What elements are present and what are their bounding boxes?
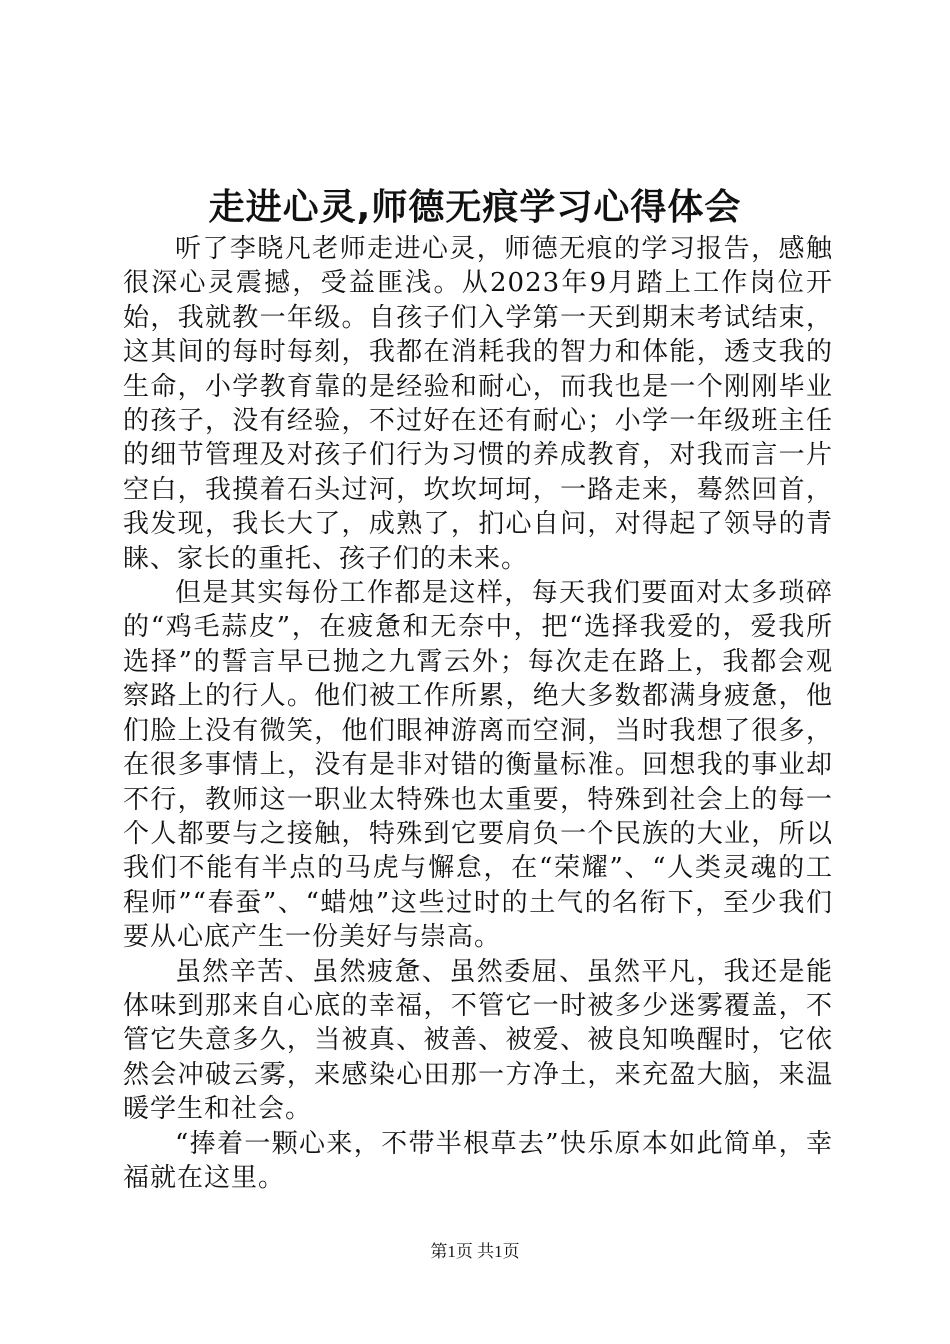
document-title: 走进心灵,师德无痕学习心得体会 <box>208 187 742 228</box>
paragraph-2: 但是其实每份工作都是这样，每天我们要面对太多琐碎的“鸡毛蒜皮”，在疲惫和无奈中，把“选择我爱的，爱我所选择”的誓言早已抛之九霄云外；每次走在路上，我都会观察路上的行人。他们被工作所累，绝大多数都满身疲惫，他们脸上没有微笑，他们眼神游离而空洞，当时我想了很多，在很多事情上，没有是非对错的衡量标准。回想我的事业却不行，教师这一职业太特殊也太重要，特殊到社会上的每一个人都要与之接触，特殊到它要肩负一个民族的大业，所以我们不能有半点的马虎与懈怠，在“荣耀”、“人类灵魂的工程师”“春蚕”、“蜡烛”这些过时的土气的名衔下，至少我们要从心底产生一份美好与崇高。 <box>123 578 833 953</box>
document-body <box>123 232 833 1195</box>
page-footer: 第1页 共1页 <box>430 1242 520 1261</box>
paragraph-1: 听了李晓凡老师走进心灵，师德无痕的学习报告，感触很深心灵震撼，受益匪浅。从2023年9月踏上工作岗位开始，我就教一年级。自孩子们入学第一天到期末考试结束，这其间的每时每刻，我都在消耗我的智力和体能，透支我的生命，小学教育靠的是经验和耐心，而我也是一个刚刚毕业的孩子，没有经验，不过好在还有耐心；小学一年级班主任的细节管理及对孩子们行为习惯的养成教育，对我而言一片空白，我摸着石头过河，坎坎坷坷，一路走来，蓦然回首，我发现，我长大了，成熟了，扪心自问，对得起了领导的青睐、家长的重托、孩子们的未来。 <box>123 234 833 574</box>
paragraph-3: 虽然辛苦、虽然疲惫、虽然委屈、虽然平凡，我还是能体味到那来自心底的幸福，不管它一时被多少迷雾覆盖，不管它失意多久，当被真、被善、被爱、被良知唤醒时，它依然会冲破云雾，来感染心田那一方净土，来充盈大脑，来温暖学生和社会。 <box>123 956 833 1125</box>
paragraph-4: “捧着一颗心来，不带半根草去”快乐原本如此简单，幸福就在这里。 <box>123 1128 833 1193</box>
